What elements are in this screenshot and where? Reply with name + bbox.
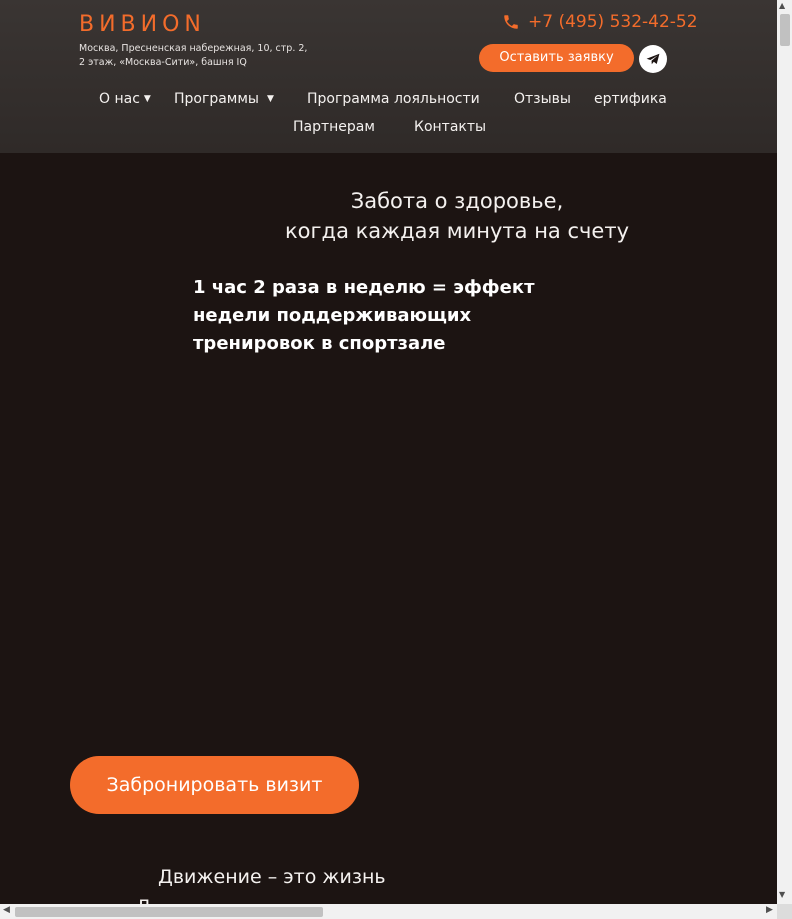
nav-item-programs[interactable] <box>174 91 274 107</box>
phone-icon <box>502 13 520 31</box>
nav-label: О нас <box>99 91 140 107</box>
chevron-down-icon: ▼ <box>266 94 274 104</box>
scroll-up-icon[interactable]: ▲ <box>779 1 786 10</box>
nav-item-contacts[interactable]: Контакты <box>414 119 487 135</box>
vertical-scroll-thumb[interactable] <box>780 14 790 46</box>
nav-label: Программы <box>174 91 259 107</box>
site-header <box>0 0 777 153</box>
telegram-button[interactable] <box>639 45 667 73</box>
address-text: Москва, Пресненская набережная, 10, стр. 2, 2 этаж, «Москва-Сити», башня IQ <box>79 43 308 68</box>
scroll-right-icon[interactable]: ▶ <box>766 905 773 915</box>
scroll-down-icon[interactable]: ▼ <box>779 890 786 899</box>
logo[interactable] <box>79 12 221 37</box>
chevron-down-icon: ▼ <box>143 94 151 104</box>
nav-item-about[interactable] <box>99 91 151 107</box>
scrollbar-corner <box>777 904 792 919</box>
book-visit-button[interactable]: Забронировать визит <box>70 756 359 814</box>
section-heading: Движение – это жизнь <box>158 866 386 888</box>
nav-item-certificates[interactable]: ертифика <box>594 91 667 107</box>
hero-title <box>230 186 684 246</box>
phone-link[interactable]: +7 (495) 532-42-52 <box>528 12 698 32</box>
nav-item-partners[interactable]: Партнерам <box>293 119 375 135</box>
horizontal-scroll-thumb[interactable] <box>15 907 323 917</box>
leave-request-button[interactable]: Оставить заявку <box>479 44 634 72</box>
nav-item-reviews[interactable]: Отзывы <box>514 91 571 107</box>
telegram-icon <box>646 53 660 65</box>
phone-block[interactable] <box>502 12 698 32</box>
nav-item-loyalty[interactable]: Программа лояльности <box>307 91 480 107</box>
hero-subtitle: 1 час 2 раза в неделю = эффект недели поддерживающих тренировок в спортзале <box>193 277 535 354</box>
svg-text:ВИВИОN: ВИВИОN <box>79 12 206 37</box>
vertical-scrollbar[interactable] <box>777 0 792 904</box>
scroll-left-icon[interactable]: ◀ <box>3 905 10 915</box>
hero-title-line2: когда каждая минута на счету <box>284 219 630 243</box>
hero-title-line1: Забота о здоровье, <box>350 189 564 213</box>
